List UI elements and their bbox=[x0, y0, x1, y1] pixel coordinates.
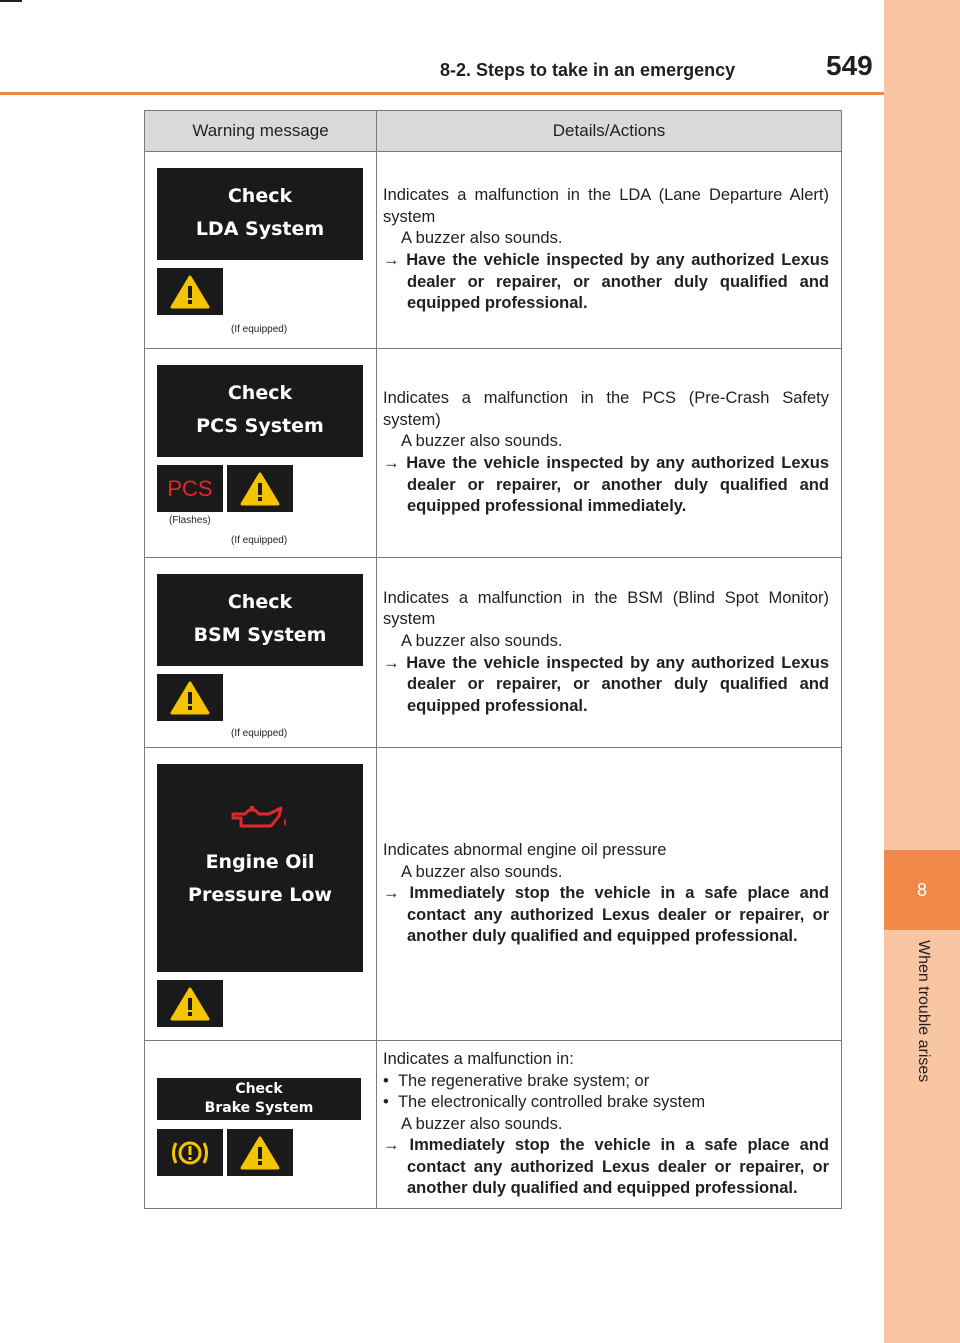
warning-light bbox=[157, 674, 223, 721]
description: Indicates a malfunction in the BSM (Blind Spot Monitor) system bbox=[383, 588, 829, 629]
warning-image-cell bbox=[145, 748, 377, 1041]
warning-triangle-icon bbox=[240, 1136, 280, 1170]
column-header: Details/Actions bbox=[377, 111, 842, 152]
screen-line: Check bbox=[227, 185, 293, 207]
screen-line: LDA System bbox=[195, 218, 325, 240]
column-header: Warning message bbox=[145, 111, 377, 152]
list-item: • The regenerative brake system; or bbox=[383, 1071, 650, 1090]
display-screen bbox=[157, 168, 363, 260]
warning-light bbox=[227, 1129, 293, 1176]
screen-line: Brake System bbox=[204, 1100, 314, 1116]
flashes-note: (Flashes) bbox=[169, 515, 211, 526]
description: Indicates a malfunction in the PCS (Pre-Crash Safety system) bbox=[383, 389, 829, 429]
list-item: • The electronically controlled brake system bbox=[383, 1093, 706, 1112]
pcs-warning-light bbox=[157, 465, 223, 512]
header-rule bbox=[0, 92, 884, 95]
action-text: → Have the vehicle inspected by any authorized Lexus dealer or repairer, or another duly qualified and equipped professional. bbox=[383, 251, 829, 313]
table-row bbox=[145, 152, 842, 349]
warning-image-cell bbox=[145, 152, 377, 349]
display-screen bbox=[157, 574, 363, 666]
details-cell bbox=[377, 558, 842, 748]
description: Indicates a malfunction in the LDA (Lane Departure Alert) system bbox=[383, 186, 829, 226]
if-equipped-note: (If equipped) bbox=[231, 324, 288, 335]
details-cell bbox=[377, 1041, 842, 1209]
details-cell bbox=[377, 748, 842, 1041]
description: Indicates abnormal engine oil pressure bbox=[383, 841, 667, 860]
buzzer-note: A buzzer also sounds. bbox=[401, 229, 563, 248]
action-text-body: Have the vehicle inspected by any authorized Lexus dealer or repairer, or another duly qualified and equipped professional immediately. bbox=[406, 454, 829, 516]
screen-line: Check bbox=[227, 382, 293, 404]
table-row bbox=[145, 558, 842, 748]
chapter-title-text: When trouble arises bbox=[915, 940, 932, 1083]
warning-image-cell bbox=[145, 558, 377, 748]
action-text: → Immediately stop the vehicle in a safe place and contact any authorized Lexus dealer or repairer, or another duly qualified and equipped professional. bbox=[383, 1136, 829, 1198]
section-title: 8-2. Steps to take in an emergency bbox=[440, 60, 736, 80]
warning-light bbox=[157, 268, 223, 315]
screen-line: BSM System bbox=[193, 624, 327, 646]
bullet-text: The regenerative brake system; or bbox=[397, 1071, 650, 1090]
action-text-body: Have the vehicle inspected by any authorized Lexus dealer or repairer, or another duly qualified and equipped professional. bbox=[406, 653, 829, 715]
action-text: → Have the vehicle inspected by any authorized Lexus dealer or repairer, or another duly qualified and equipped professional immediately. bbox=[383, 454, 829, 516]
warning-triangle-icon bbox=[170, 275, 210, 309]
warning-light bbox=[227, 465, 293, 512]
buzzer-note: A buzzer also sounds. bbox=[401, 631, 563, 650]
if-equipped-note: (If equipped) bbox=[231, 535, 288, 546]
table-header-row bbox=[145, 111, 842, 152]
pcs-label: PCS bbox=[167, 475, 213, 501]
action-text-body: Immediately stop the vehicle in a safe place and contact any authorized Lexus dealer or repairer, or another duly qualified and equipped professional. bbox=[407, 1136, 829, 1198]
buzzer-note: A buzzer also sounds. bbox=[401, 1114, 563, 1133]
action-text: → Have the vehicle inspected by any authorized Lexus dealer or repairer, or another duly qualified and equipped professional. bbox=[383, 653, 829, 715]
chapter-title bbox=[912, 940, 936, 1120]
screen-line: PCS System bbox=[196, 415, 324, 437]
buzzer-note: A buzzer also sounds. bbox=[401, 432, 563, 451]
display-screen bbox=[157, 1078, 361, 1120]
screen-line: Check bbox=[235, 1081, 283, 1097]
warning-message-table bbox=[144, 110, 842, 1209]
chapter-sidebar bbox=[884, 0, 960, 1343]
chapter-number-tab: 8 bbox=[884, 850, 960, 930]
warning-light bbox=[157, 980, 223, 1027]
table-row bbox=[145, 748, 842, 1041]
bullet-text: The electronically controlled brake system bbox=[397, 1093, 706, 1112]
warning-image-cell bbox=[145, 1041, 377, 1209]
screen-line: Pressure Low bbox=[188, 884, 332, 906]
page-number: 549 bbox=[826, 50, 873, 81]
details-cell bbox=[377, 349, 842, 558]
screen-line: Engine Oil bbox=[205, 851, 315, 873]
screen-line: Check bbox=[227, 591, 293, 613]
brake-circle-icon bbox=[168, 1136, 212, 1170]
oil-can-icon bbox=[229, 804, 291, 834]
brake-warning-light bbox=[157, 1129, 223, 1176]
display-screen bbox=[157, 365, 363, 457]
description: Indicates a malfunction in: bbox=[383, 1049, 574, 1068]
table-row bbox=[145, 1041, 842, 1209]
crop-mark bbox=[0, 0, 22, 2]
warning-triangle-icon bbox=[170, 987, 210, 1021]
action-text-body: Have the vehicle inspected by any authorized Lexus dealer or repairer, or another duly qualified and equipped professional. bbox=[406, 251, 829, 313]
table-row bbox=[145, 349, 842, 558]
warning-image-cell bbox=[145, 349, 377, 558]
details-cell bbox=[377, 152, 842, 349]
action-text-body: Immediately stop the vehicle in a safe place and contact any authorized Lexus dealer or repairer, or another duly qualified and equipped professional. bbox=[407, 884, 829, 946]
action-text: → Immediately stop the vehicle in a safe place and contact any authorized Lexus dealer or repairer, or another duly qualified and equipped professional. bbox=[383, 884, 829, 946]
warning-triangle-icon bbox=[170, 681, 210, 715]
if-equipped-note: (If equipped) bbox=[231, 728, 288, 739]
buzzer-note: A buzzer also sounds. bbox=[401, 862, 563, 881]
warning-triangle-icon bbox=[240, 472, 280, 506]
display-screen bbox=[157, 764, 363, 972]
